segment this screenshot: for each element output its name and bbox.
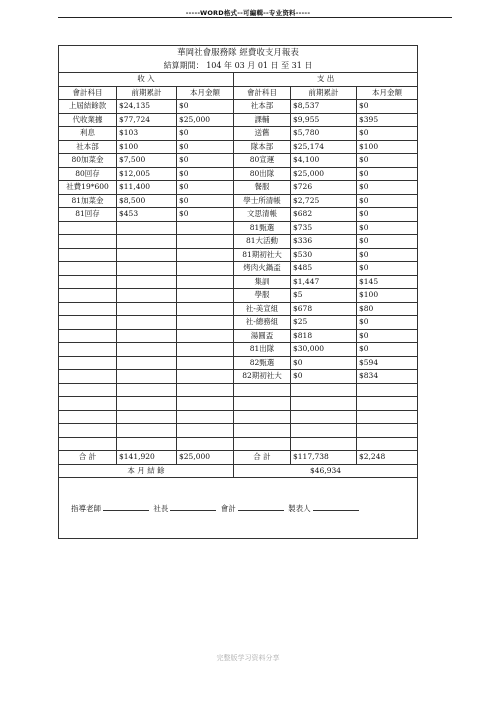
income-month-amount: $0 [177, 181, 234, 195]
table-row [59, 194, 418, 208]
expense-account: 湯圓盃 [234, 329, 291, 343]
table-row [59, 127, 418, 141]
table-row [59, 262, 418, 276]
income-prev-amount: $7,500 [117, 154, 177, 168]
income-account [59, 437, 117, 451]
income-account: 81回存 [59, 208, 117, 222]
expense-month-amount: $0 [357, 316, 418, 330]
expense-account: 集訓 [234, 275, 291, 289]
income-month-amount [177, 424, 234, 438]
income-prev-amount [117, 397, 177, 411]
income-prev-amount: $77,724 [117, 113, 177, 127]
income-prev-amount [117, 235, 177, 249]
expense-month-amount: $0 [357, 343, 418, 357]
income-prev-amount: $11,400 [117, 181, 177, 195]
expense-prev-amount: $1,447 [291, 275, 357, 289]
income-account [59, 248, 117, 262]
expense-account [234, 383, 291, 397]
income-account [59, 275, 117, 289]
expense-section-label: 支 出 [234, 73, 418, 87]
expense-account [234, 424, 291, 438]
income-account [59, 370, 117, 384]
expense-month-amount: $0 [357, 262, 418, 276]
expense-month-amount: $0 [357, 248, 418, 262]
table-row [59, 437, 418, 451]
expense-month-amount: $80 [357, 302, 418, 316]
expense-prev-amount [291, 397, 357, 411]
income-account [59, 383, 117, 397]
table-row [59, 383, 418, 397]
expense-month-amount: $0 [357, 127, 418, 141]
income-account [59, 356, 117, 370]
income-month-amount [177, 410, 234, 424]
expense-prev-amount: $25,174 [291, 140, 357, 154]
income-account: 利息 [59, 127, 117, 141]
expense-prev-amount: $485 [291, 262, 357, 276]
income-account [59, 316, 117, 330]
expense-prev-amount: $678 [291, 302, 357, 316]
income-account [59, 424, 117, 438]
income-account: 上屆結餘款 [59, 100, 117, 114]
finance-report-table [58, 45, 418, 539]
income-prev-amount: $453 [117, 208, 177, 222]
expense-prev-amount [291, 410, 357, 424]
totals-row [59, 451, 418, 465]
expense-month-amount [357, 397, 418, 411]
balance-label: 本 月 結 餘 [59, 464, 234, 478]
income-prev-amount [117, 302, 177, 316]
expense-account: 82期初社大 [234, 370, 291, 384]
president-label: 社長 [153, 503, 169, 513]
expense-account: 社本部 [234, 100, 291, 114]
preparer-signature-field [313, 502, 359, 511]
table-row [59, 397, 418, 411]
column-header-row [59, 86, 418, 100]
column-header: 會計科目 [234, 86, 291, 100]
table-row [59, 424, 418, 438]
expense-account: 烤肉火鍋盃 [234, 262, 291, 276]
accountant-signature-field [238, 502, 284, 511]
expense-month-amount [357, 424, 418, 438]
expense-month-amount: $145 [357, 275, 418, 289]
income-month-amount: $0 [177, 194, 234, 208]
expense-month-amount [357, 383, 418, 397]
income-prev-amount: $12,005 [117, 167, 177, 181]
income-prev-amount: $100 [117, 140, 177, 154]
expense-account: 80出隊 [234, 167, 291, 181]
income-account [59, 262, 117, 276]
expense-month-amount: $100 [357, 140, 418, 154]
expense-prev-amount: $9,955 [291, 113, 357, 127]
expense-prev-amount: $30,000 [291, 343, 357, 357]
table-row [59, 302, 418, 316]
income-account [59, 235, 117, 249]
income-month-amount [177, 275, 234, 289]
table-row [59, 208, 418, 222]
signature-row [59, 478, 418, 539]
expense-account: 文思清帳 [234, 208, 291, 222]
report-period-row [59, 59, 418, 73]
income-prev-amount [117, 410, 177, 424]
page-footer: 完整版学习资料分享 [216, 654, 280, 662]
report-title: 華岡社會服務隊 經費收支月報表 [59, 46, 418, 60]
expense-prev-amount [291, 383, 357, 397]
table-row [59, 167, 418, 181]
expense-month-amount: $0 [357, 100, 418, 114]
expense-prev-amount: $818 [291, 329, 357, 343]
income-prev-amount [117, 370, 177, 384]
table-row [59, 140, 418, 154]
income-prev-amount [117, 329, 177, 343]
income-account: 代收業據 [59, 113, 117, 127]
expense-account: 81大活動 [234, 235, 291, 249]
expense-month-amount: $0 [357, 181, 418, 195]
balance-row [59, 464, 418, 478]
income-account [59, 410, 117, 424]
expense-prev-amount: $5 [291, 289, 357, 303]
expense-prev-amount: $530 [291, 248, 357, 262]
expense-month-amount: $395 [357, 113, 418, 127]
income-prev-amount [117, 289, 177, 303]
header-rule [58, 17, 452, 18]
column-header: 前期累計 [117, 86, 177, 100]
report-title-row [59, 46, 418, 60]
signature-line [59, 478, 418, 539]
table-row [59, 410, 418, 424]
income-account [59, 397, 117, 411]
expense-account [234, 410, 291, 424]
column-header: 會計科目 [59, 86, 117, 100]
advisor-label: 指導老師 [71, 503, 101, 513]
expense-prev-amount [291, 424, 357, 438]
table-row [59, 329, 418, 343]
income-month-amount: $0 [177, 100, 234, 114]
expense-month-amount: $0 [357, 167, 418, 181]
expense-prev-amount: $5,780 [291, 127, 357, 141]
income-month-amount [177, 289, 234, 303]
income-month-amount: $0 [177, 208, 234, 222]
income-total-prev: $141,920 [117, 451, 177, 465]
expense-prev-amount: $2,725 [291, 194, 357, 208]
table-row [59, 370, 418, 384]
expense-prev-amount: $735 [291, 221, 357, 235]
income-account [59, 329, 117, 343]
income-month-amount [177, 316, 234, 330]
expense-prev-amount: $726 [291, 181, 357, 195]
expense-account: 學服 [234, 289, 291, 303]
income-month-amount [177, 356, 234, 370]
income-month-amount: $0 [177, 140, 234, 154]
preparer-label: 製表人 [288, 503, 311, 513]
income-account: 81加菜金 [59, 194, 117, 208]
income-prev-amount [117, 262, 177, 276]
income-account [59, 302, 117, 316]
income-month-amount [177, 302, 234, 316]
income-prev-amount [117, 248, 177, 262]
expense-account: 送舊 [234, 127, 291, 141]
income-account [59, 343, 117, 357]
column-header: 前期累計 [291, 86, 357, 100]
expense-prev-amount: $4,100 [291, 154, 357, 168]
table-row [59, 343, 418, 357]
column-header: 本月金額 [177, 86, 234, 100]
table-row [59, 275, 418, 289]
income-prev-amount [117, 356, 177, 370]
expense-prev-amount [291, 437, 357, 451]
expense-account: 81甄選 [234, 221, 291, 235]
income-account: 社本部 [59, 140, 117, 154]
expense-month-amount: $834 [357, 370, 418, 384]
income-month-amount [177, 221, 234, 235]
income-month-amount: $0 [177, 154, 234, 168]
table-row [59, 289, 418, 303]
page-header: -----WORD格式--可編輯--专业资料----- [185, 9, 311, 17]
report-period: 結算期間： 104 年 03 月 01 日 至 31 日 [59, 59, 418, 73]
income-prev-amount [117, 221, 177, 235]
expense-total-month: $2,248 [357, 451, 418, 465]
expense-account: 社-美宣組 [234, 302, 291, 316]
income-account: 社費19*600 [59, 181, 117, 195]
expense-account [234, 397, 291, 411]
expense-prev-amount: $8,537 [291, 100, 357, 114]
income-account [59, 221, 117, 235]
income-month-amount: $0 [177, 167, 234, 181]
expense-prev-amount: $25 [291, 316, 357, 330]
income-month-amount [177, 262, 234, 276]
income-month-amount [177, 329, 234, 343]
income-month-amount [177, 248, 234, 262]
expense-month-amount: $0 [357, 194, 418, 208]
expense-account: 82甄選 [234, 356, 291, 370]
expense-account: 課輔 [234, 113, 291, 127]
expense-total-label: 合 計 [234, 451, 291, 465]
expense-account: 80宣運 [234, 154, 291, 168]
income-prev-amount [117, 424, 177, 438]
accountant-label: 會計 [220, 503, 236, 513]
table-row [59, 248, 418, 262]
expense-account: 餐服 [234, 181, 291, 195]
table-row [59, 235, 418, 249]
expense-month-amount: $594 [357, 356, 418, 370]
expense-total-prev: $117,738 [291, 451, 357, 465]
expense-month-amount: $0 [357, 235, 418, 249]
expense-prev-amount: $0 [291, 370, 357, 384]
income-prev-amount [117, 437, 177, 451]
income-account: 80回存 [59, 167, 117, 181]
column-header: 本月金額 [357, 86, 418, 100]
expense-month-amount: $100 [357, 289, 418, 303]
income-month-amount [177, 437, 234, 451]
table-row [59, 100, 418, 114]
income-account: 80加菜金 [59, 154, 117, 168]
section-header-row [59, 73, 418, 87]
table-row [59, 113, 418, 127]
income-month-amount [177, 235, 234, 249]
income-month-amount [177, 343, 234, 357]
president-signature-field [170, 502, 216, 511]
table-row [59, 316, 418, 330]
expense-prev-amount: $336 [291, 235, 357, 249]
expense-account [234, 437, 291, 451]
table-row [59, 154, 418, 168]
income-month-amount [177, 370, 234, 384]
income-prev-amount [117, 316, 177, 330]
expense-month-amount: $0 [357, 329, 418, 343]
table-row [59, 221, 418, 235]
income-month-amount [177, 397, 234, 411]
table-row [59, 181, 418, 195]
income-account [59, 289, 117, 303]
balance-value: $46,934 [234, 464, 418, 478]
expense-prev-amount: $682 [291, 208, 357, 222]
income-prev-amount [117, 383, 177, 397]
advisor-signature-field [103, 502, 149, 511]
expense-month-amount: $0 [357, 221, 418, 235]
expense-account: 81期初社大 [234, 248, 291, 262]
expense-account: 學士所清帳 [234, 194, 291, 208]
income-month-amount: $25,000 [177, 113, 234, 127]
expense-month-amount: $0 [357, 154, 418, 168]
income-prev-amount: $103 [117, 127, 177, 141]
expense-account: 社-總務組 [234, 316, 291, 330]
income-month-amount [177, 383, 234, 397]
income-prev-amount: $24,135 [117, 100, 177, 114]
income-prev-amount [117, 275, 177, 289]
income-month-amount: $0 [177, 127, 234, 141]
income-prev-amount [117, 343, 177, 357]
expense-account: 81出隊 [234, 343, 291, 357]
expense-prev-amount: $25,000 [291, 167, 357, 181]
expense-month-amount: $0 [357, 208, 418, 222]
expense-month-amount [357, 437, 418, 451]
table-row [59, 356, 418, 370]
expense-account: 隊本部 [234, 140, 291, 154]
expense-prev-amount: $0 [291, 356, 357, 370]
expense-month-amount [357, 410, 418, 424]
income-total-month: $25,000 [177, 451, 234, 465]
income-total-label: 合 計 [59, 451, 117, 465]
income-prev-amount: $8,500 [117, 194, 177, 208]
income-section-label: 收 入 [59, 73, 234, 87]
